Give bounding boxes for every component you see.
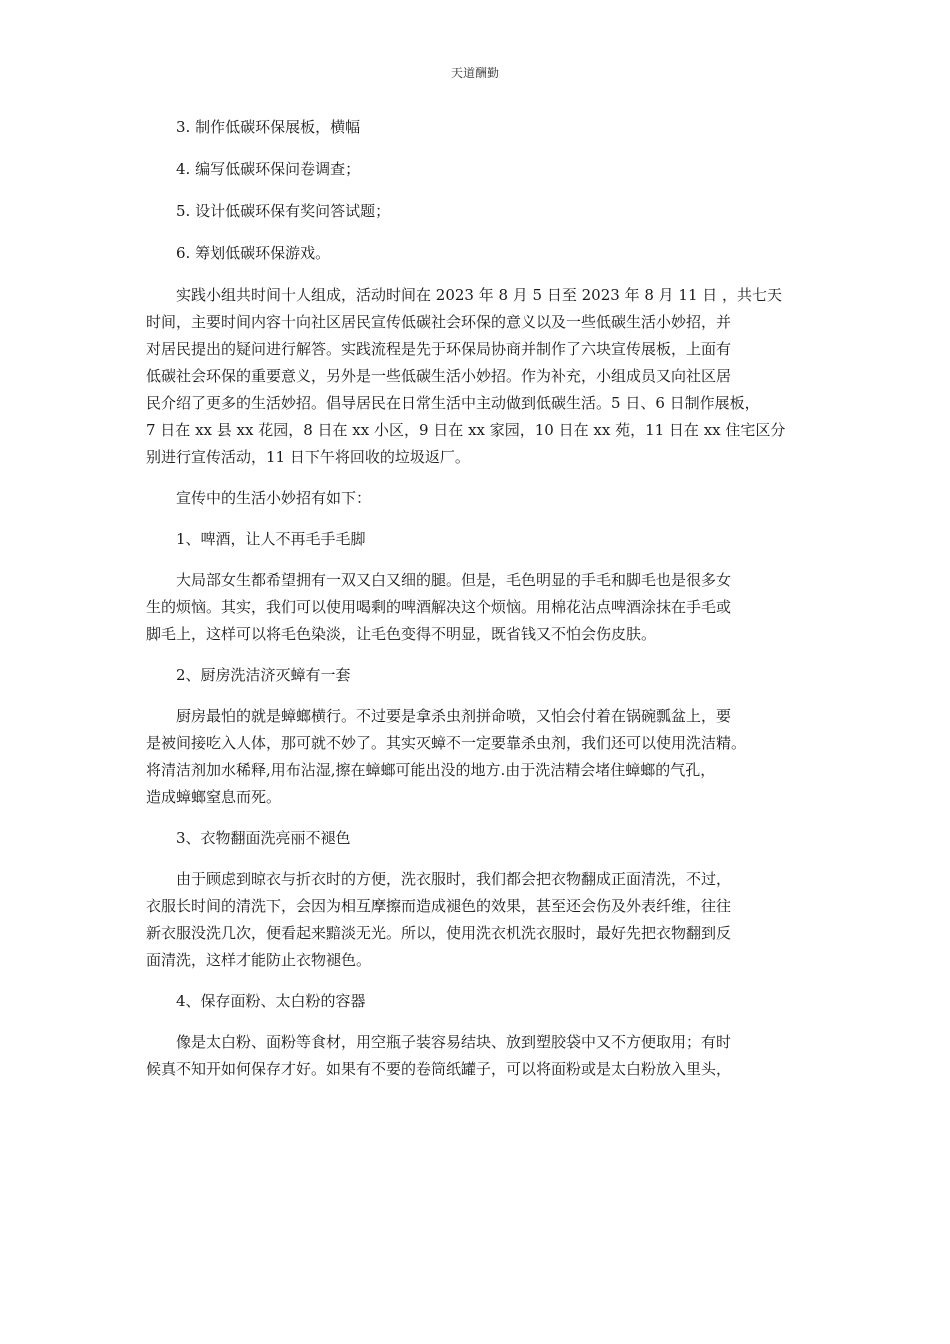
list-item: 3. 制作低碳环保展板，横幅 [176, 118, 361, 136]
paragraph-beer-tip [146, 567, 810, 648]
paragraph-line: 新衣服没洗几次，便看起来黯淡无光。所以，使用洗衣机洗衣服时，最好先把衣物翻到反 [146, 924, 732, 942]
section-heading: 2、厨房洗洁济灭蟑有一套 [176, 666, 351, 684]
list-item: 6. 筹划低碳环保游戏。 [176, 244, 331, 262]
paragraph-line: 面清洗，这样才能防止衣物褪色。 [146, 951, 372, 969]
paragraph-line: 实践小组共时间十人组成，活动时间在 2023 年 8 月 5 日至 2023 年 8 月 11 日 ，共七天 [176, 286, 783, 304]
section-intro: 宣传中的生活小妙招有如下： [176, 489, 372, 507]
page-header: 天道酬勤 [450, 66, 499, 80]
paragraph-line: 脚毛上，这样可以将毛色染淡，让毛色变得不明显，既省钱又不怕会伤皮肤。 [146, 625, 657, 643]
paragraph-line: 像是太白粉、面粉等食材，用空瓶子装容易结块、放到塑胶袋中又不方便取用；有时 [176, 1033, 732, 1051]
list-item: 4. 编写低碳环保问卷调查； [176, 160, 361, 178]
paragraph-line: 候真不知开如何保存才好。如果有不要的卷筒纸罐子，可以将面粉或是太白粉放入里头， [146, 1060, 732, 1078]
paragraph-line: 大局部女生都希望拥有一双又白又细的腿。但是，毛色明显的手毛和脚毛也是很多女 [176, 571, 732, 589]
paragraph-line: 是被间接吃入人体，那可就不妙了。其实灭蟑不一定要靠杀虫剂，我们还可以使用洗洁精。 [146, 734, 747, 752]
paragraph-storage-tip [146, 1029, 810, 1083]
paragraph-line: 由于顾虑到晾衣与折衣时的方便，洗衣服时，我们都会把衣物翻成正面清洗，不过， [176, 870, 732, 888]
paragraph-line: 造成蟑螂窒息而死。 [146, 788, 282, 806]
paragraph-line: 别进行宣传活动，11 日下午将回收的垃圾返厂。 [146, 448, 470, 466]
paragraph-line: 7 日在 xx 县 xx 花园，8 日在 xx 小区，9 日在 xx 家园，10 日在 xx 苑，11 日在 xx 住宅区分 [146, 421, 786, 439]
paragraph-practice-summary [146, 282, 810, 471]
document-body [146, 112, 810, 1083]
paragraph-line: 衣服长时间的清洗下，会因为相互摩擦而造成褪色的效果，甚至还会伤及外表纤维，往往 [146, 897, 732, 915]
paragraph-line: 对居民提出的疑问进行解答。实践流程是先于环保局协商并制作了六块宣传展板，上面有 [146, 340, 732, 358]
paragraph-line: 将清洁剂加水稀释,用布沾湿,擦在蟑螂可能出没的地方.由于洗洁精会堵住蟑螂的气孔， [146, 761, 716, 779]
paragraph-line: 厨房最怕的就是蟑螂横行。不过要是拿杀虫剂拼命喷，又怕会付着在锅碗瓢盆上，要 [176, 707, 732, 725]
paragraph-laundry-tip [146, 866, 810, 974]
paragraph-line: 民介绍了更多的生活妙招。倡导居民在日常生活中主动做到低碳生活。5 日、6 日制作展板， [146, 394, 760, 412]
list-item: 5. 设计低碳环保有奖问答试题； [176, 202, 391, 220]
paragraph-kitchen-tip [146, 703, 810, 811]
paragraph-line: 低碳社会环保的重要意义，另外是一些低碳生活小妙招。作为补充，小组成员又向社区居 [146, 367, 732, 385]
section-heading: 1、啤酒，让人不再毛手毛脚 [176, 530, 366, 548]
paragraph-line: 时间，主要时间内容十向社区居民宣传低碳社会环保的意义以及一些低碳生活小妙招，并 [146, 313, 732, 331]
section-heading: 3、衣物翻面洗亮丽不褪色 [176, 829, 351, 847]
section-heading: 4、保存面粉、太白粉的容器 [176, 992, 366, 1010]
paragraph-line: 生的烦恼。其实，我们可以使用喝剩的啤酒解决这个烦恼。用棉花沾点啤酒涂抹在手毛或 [146, 598, 732, 616]
